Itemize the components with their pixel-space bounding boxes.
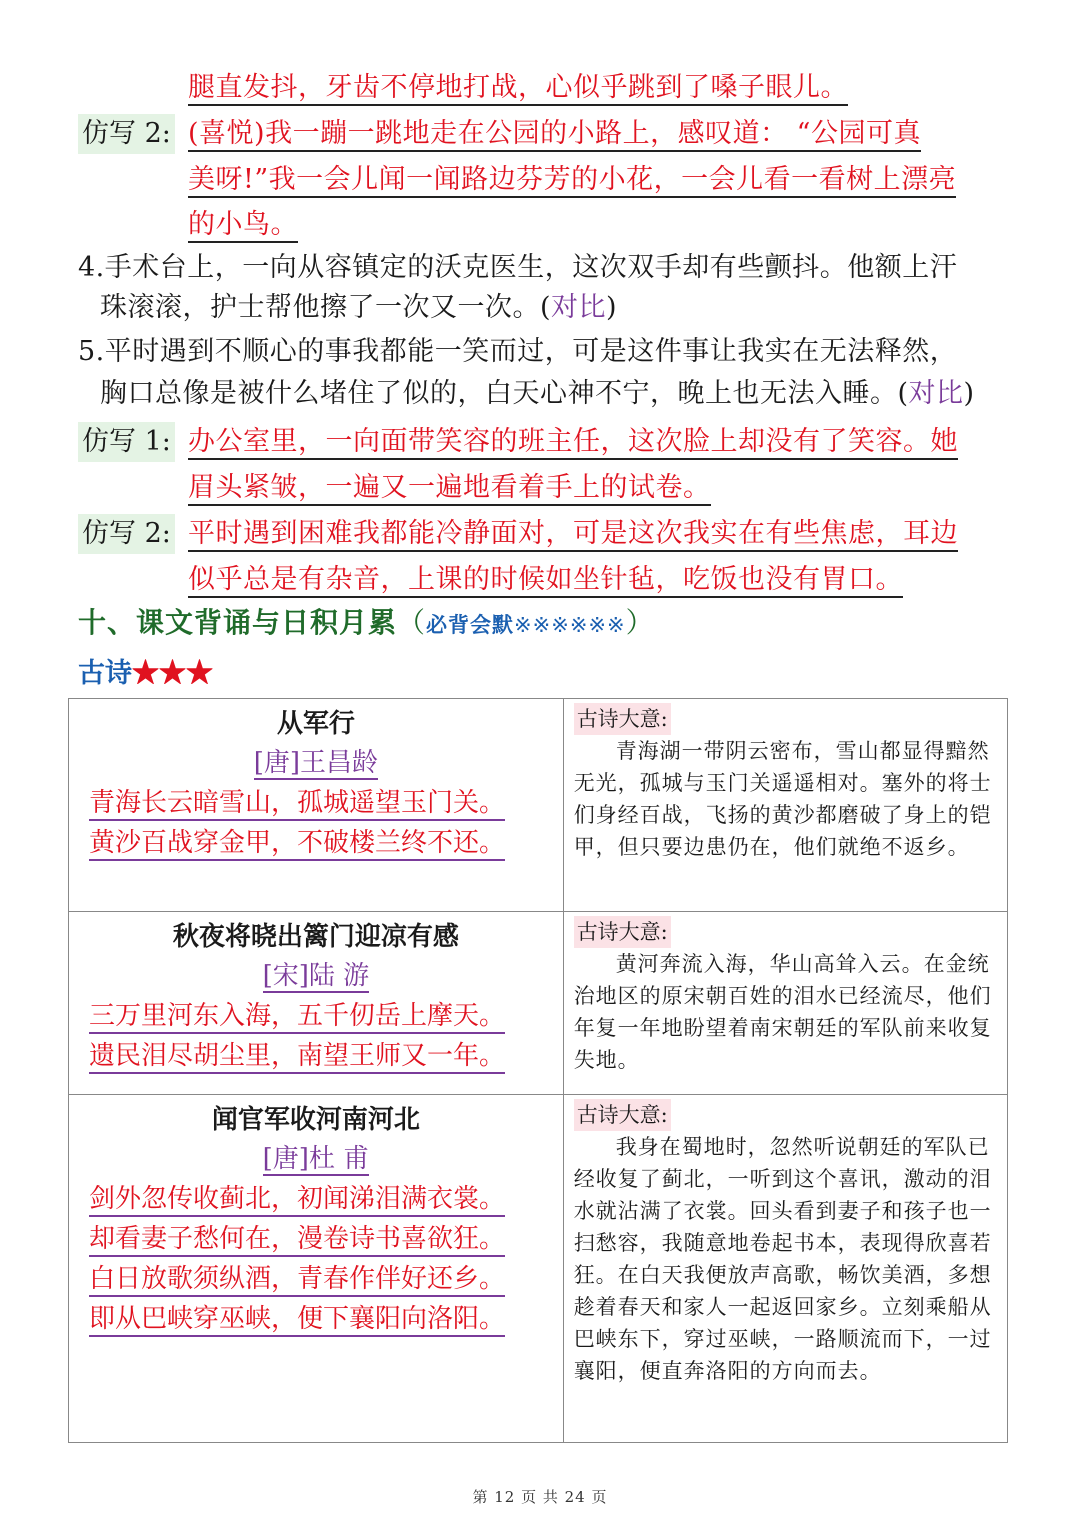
imitation-line: 平时遇到困难我都能冷静面对，可是这次我实在有些焦虑，耳边 <box>188 514 958 554</box>
poem-line: 三万里河东入海，五千仞岳上摩天。 <box>69 996 563 1036</box>
meaning-text: 我身在蜀地时，忽然听说朝廷的军队已经收复了蓟北，一听到这个喜讯，激动的泪水就沾满了衣裳。回头看到妻子和孩子也一扫愁容，我随意地卷起书本，表现得欣喜若狂。在白天我便放声高歌，畅饮美酒，多想趁着春天和家人一起返回家乡。立刻乘船从巴峡东下，穿过巫峡，一路顺流而下，一过襄阳，便直奔洛阳的方向而去。 <box>573 1135 992 1383</box>
meaning-text: 黄河奔流入海，华山高耸入云。在金统治地区的原宋朝百姓的泪水已经流尽，他们年复一年地盼望着南宋朝廷的军队前来收复失地。 <box>573 952 992 1072</box>
imitation-line: 美呀!”我一会儿闻一闻路边芬芳的小花，一会儿看一看树上漂亮 <box>188 160 956 200</box>
poem-author: [唐]杜 甫 <box>262 1144 370 1174</box>
poem-author: [唐]王昌龄 <box>253 748 378 778</box>
imitation-line: (喜悦)我一蹦一跳地走在公园的小路上，感叹道： “公园可真 <box>188 114 921 154</box>
poem-title: 从军行 <box>276 709 355 739</box>
imitation-label: 仿写 2: <box>78 514 175 554</box>
poem-line: 却看妻子愁何在，漫卷诗书喜欲狂。 <box>69 1219 563 1259</box>
meaning-label: 古诗大意: <box>574 1099 671 1131</box>
imitation-line: 似乎总是有杂音，上课的时候如坐针毡，吃饭也没有胃口。 <box>188 560 903 600</box>
poems-table <box>68 698 1008 1443</box>
technique-tag: 对比 <box>908 378 964 409</box>
meaning-cell <box>563 1095 1007 1443</box>
poem-cell <box>69 1095 564 1443</box>
technique-tag: 对比 <box>551 292 607 323</box>
meaning-label: 古诗大意: <box>574 703 671 735</box>
meaning-cell <box>563 699 1007 912</box>
page-number: 第 12 页 共 24 页 <box>472 1488 608 1506</box>
poem-row <box>69 1095 1008 1443</box>
poem-author: [宋]陆 游 <box>262 961 370 991</box>
poem-line: 黄沙百战穿金甲，不破楼兰终不还。 <box>69 823 563 863</box>
example-sentence-5-line1: 5.平时遇到不顺心的事我都能一笑而过，可是这件事让我实在无法释然， <box>78 336 958 367</box>
poem-line: 青海长云暗雪山，孤城遥望玉门关。 <box>69 783 563 823</box>
poem-row <box>69 912 1008 1095</box>
continued-text-line <box>188 68 848 108</box>
poem-cell <box>69 912 564 1095</box>
poem-cell <box>69 699 564 912</box>
meaning-cell <box>563 912 1007 1095</box>
meaning-label: 古诗大意: <box>574 916 671 948</box>
imitation-line: 的小鸟。 <box>188 205 298 245</box>
poem-row <box>69 699 1008 912</box>
poem-line: 遗民泪尽胡尘里，南望王师又一年。 <box>69 1036 563 1076</box>
imitation-label: 仿写 2: <box>78 114 175 154</box>
subsection-heading: 古诗★★★ <box>78 658 213 689</box>
example-sentence-4-line1: 4.手术台上，一向从容镇定的沃克医生，这次双手却有些颤抖。他额上汗 <box>78 252 958 283</box>
continued-text: 腿直发抖，牙齿不停地打战，心似乎跳到了嗓子眼儿。 <box>188 72 848 106</box>
example-sentence-4-line2: 珠滚滚，护士帮他擦了一次又一次。(对比) <box>100 292 618 323</box>
imitation-line: 办公室里，一向面带笑容的班主任，这次脸上却没有了笑容。她 <box>188 422 958 462</box>
poem-title: 秋夜将晓出篱门迎凉有感 <box>172 922 459 952</box>
example-sentence-5-line2: 胸口总像是被什么堵住了似的，白天心神不宁，晚上也无法入睡。(对比) <box>100 378 975 409</box>
poem-line: 即从巴峡穿巫峡，便下襄阳向洛阳。 <box>69 1299 563 1339</box>
imitation-label: 仿写 1: <box>78 422 175 462</box>
poem-title: 闻官军收河南河北 <box>211 1105 420 1135</box>
imitation-line: 眉头紧皱，一遍又一遍地看着手上的试卷。 <box>188 468 711 508</box>
meaning-text: 青海湖一带阴云密布，雪山都显得黯然无光，孤城与玉门关遥遥相对。塞外的将士们身经百战，飞扬的黄沙都磨破了身上的铠甲，但只要边患仍在，他们就绝不返乡。 <box>573 739 992 859</box>
star-rating-icon: ★★★ <box>132 658 213 689</box>
section-heading: 十、课文背诵与日积月累（必背会默※※※※※※） <box>78 606 655 639</box>
poem-line: 白日放歌须纵酒，青春作伴好还乡。 <box>69 1259 563 1299</box>
poem-line: 剑外忽传收蓟北，初闻涕泪满衣裳。 <box>69 1179 563 1219</box>
